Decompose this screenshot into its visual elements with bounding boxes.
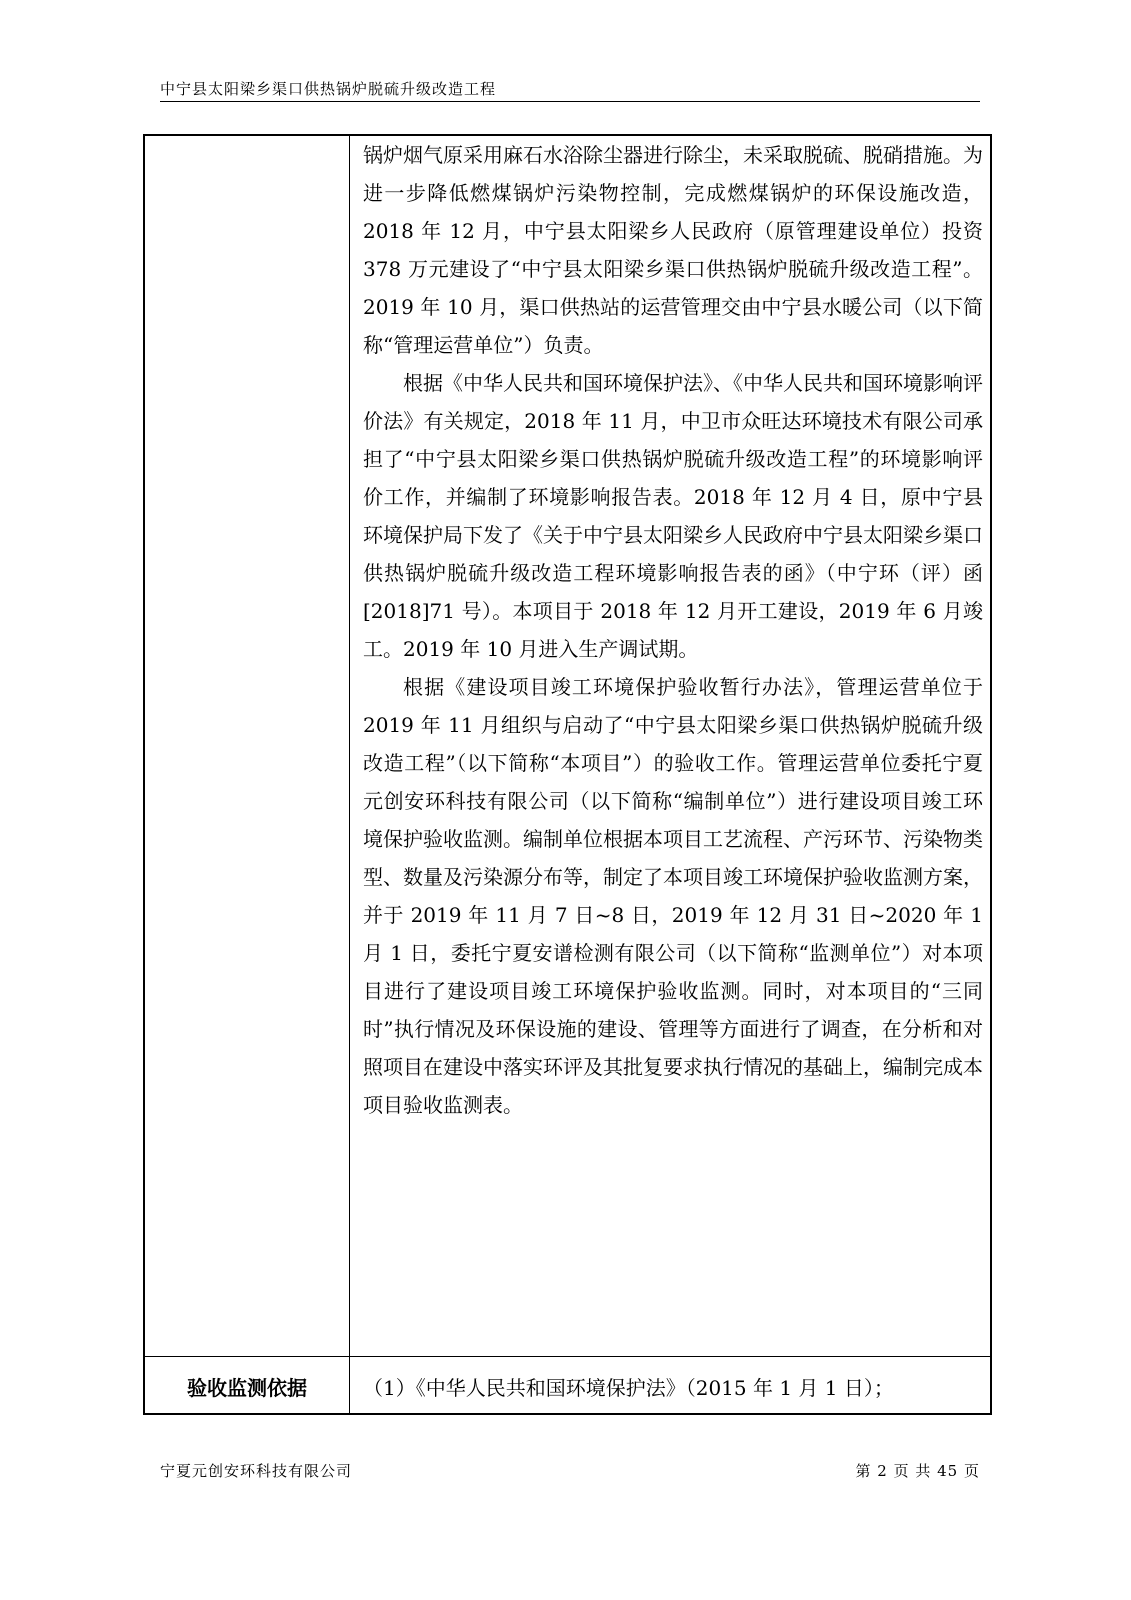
content-table	[143, 134, 992, 1415]
paragraph-1: 锅炉烟气原采用麻石水浴除尘器进行除尘，未采取脱硫、脱硝措施。为进一步降低燃煤锅炉污染物控制，完成燃煤锅炉的环保设施改造，2018 年 12 月，中宁县太阳梁乡人民政府（原管理建设单位）投资 378 万元建设了“中宁县太阳梁乡渠口供热锅炉脱硫升级改造工程”。2019 年 10 月，渠口供热站的运营管理交由中宁县水暖公司（以下简称“管理运营单位”）负责。	[363, 143, 983, 357]
column-divider	[349, 136, 350, 1413]
header-rule	[160, 101, 980, 102]
project-background-cell	[363, 136, 983, 1124]
basis-label: 验收监测依据	[187, 1375, 307, 1400]
footer-company: 宁夏元创安环科技有限公司	[160, 1462, 353, 1480]
paragraph-2: 根据《中华人民共和国环境保护法》、《中华人民共和国环境影响评价法》有关规定，2018 年 11 月，中卫市众旺达环境技术有限公司承担了“中宁县太阳梁乡渠口供热锅炉脱硫升级改造工程”的环境影响评价工作，并编制了环境影响报告表。2018 年 12 月 4 日，原中宁县环境保护局下发了《关于中宁县太阳梁乡人民政府中宁县太阳梁乡渠口供热锅炉脱硫升级改造工程环境影响报告表的函》（中宁环（评）函[2018]71 号）。本项目于 2018 年 12 月开工建设，2019 年 6 月竣工。2019 年 10 月进入生产调试期。	[363, 371, 983, 661]
running-header: 中宁县太阳梁乡渠口供热锅炉脱硫升级改造工程	[160, 80, 497, 98]
basis-item-1: （1）《中华人民共和国环境保护法》（2015 年 1 月 1 日）；	[363, 1375, 894, 1400]
footer-page-number: 第 2 页 共 45 页	[855, 1462, 980, 1480]
paragraph-3: 根据《建设项目竣工环境保护验收暂行办法》，管理运营单位于 2019 年 11 月组织与启动了“中宁县太阳梁乡渠口供热锅炉脱硫升级改造工程”（以下简称“本项目”）的验收工作。管理运营单位委托宁夏元创安环科技有限公司（以下简称“编制单位”）进行建设项目竣工环境保护验收监测。编制单位根据本项目工艺流程、产污环节、污染物类型、数量及污染源分布等，制定了本项目竣工环境保护验收监测方案，并于 2019 年 11 月 7 日~8 日，2019 年 12 月 31 日~2020 年 1 月 1 日，委托宁夏安谱检测有限公司（以下简称“监测单位”）对本项目进行了建设项目竣工环境保护验收监测。同时，对本项目的“三同时”执行情况及环保设施的建设、管理等方面进行了调查，在分析和对照项目在建设中落实环评及其批复要求执行情况的基础上，编制完成本项目验收监测表。	[363, 675, 983, 1117]
